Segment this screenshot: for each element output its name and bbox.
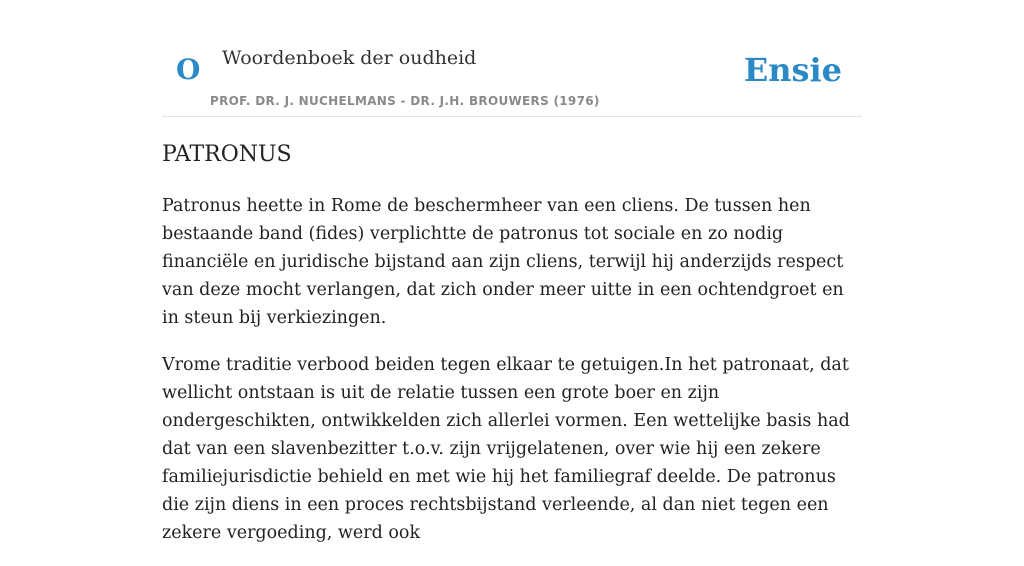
ensie-logo[interactable]: Ensie (743, 51, 842, 89)
entry-paragraph: Vrome traditie verbood beiden tegen elkaar te getuigen.In het patronaat, dat wellicht ontstaan is uit de relatie tussen een grote boer en zijn ondergeschikten, ontwikkelden zich allerlei vormen. Een wettelijke basis had dat van een slavenbezitter t.o.v. zijn vrijgelatenen, over wie hij een zekere familiejurisdictie behield en met wie hij het familiegraf deelde. De patronus die zijn diens in een proces rechtsbijstand verleende, al dan niet tegen een zekere vergoeding, werd ook (162, 355, 850, 543)
index-letter[interactable]: O (176, 53, 201, 86)
entry-title: PATRONUS (162, 142, 292, 167)
source-authors: PROF. DR. J. NUCHELMANS - DR. J.H. BROUWERS (1976) (210, 94, 600, 108)
source-header (162, 0, 862, 117)
entry-body (162, 192, 862, 566)
entry-paragraph: Patronus heette in Rome de beschermheer van een cliens. De tussen hen bestaande band (fides) verplichtte de patronus tot sociale en zo nodig financiële en juridische bijstand aan zijn cliens, terwijl hij anderzijds respect van deze mocht verlangen, dat zich onder meer uitte in een ochtendgroet en in steun bij verkiezingen. (162, 196, 844, 328)
source-title[interactable]: Woordenboek der oudheid (222, 47, 477, 69)
